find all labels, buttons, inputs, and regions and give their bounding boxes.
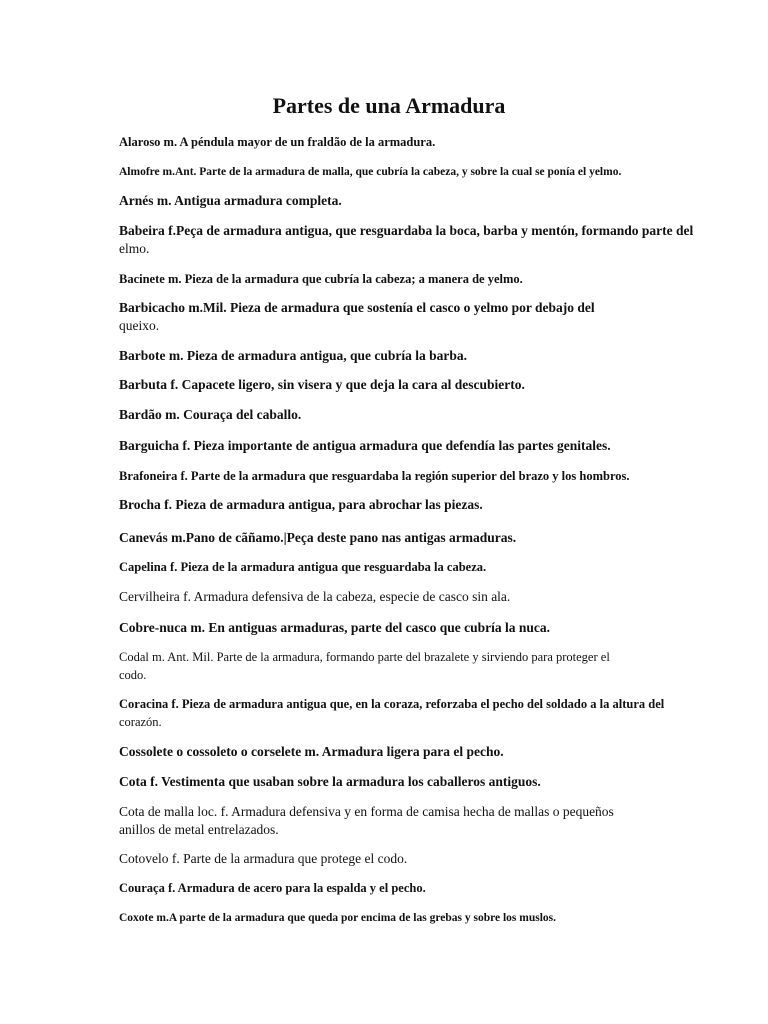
entry-cota-de-malla [119, 803, 614, 839]
entry-bardao [119, 406, 301, 424]
entry-arnes [119, 192, 342, 210]
entry-cobre-nuca [119, 619, 550, 637]
page-title: Partes de una Armadura [272, 93, 506, 118]
entry-brocha [119, 496, 483, 514]
entry-text: Almofre m.Ant. Parte de la armadura de malla, que cubría la cabeza, y sobre la cual se ponía el yelmo. [119, 166, 622, 178]
entry-cota [119, 773, 541, 791]
entry-capelina [119, 558, 486, 576]
entry-text: Alaroso m. A péndula mayor de un fraldão de la armadura. [119, 135, 436, 149]
entry-text: Brocha f. Pieza de armadura antigua, para abrochar las piezas. [119, 497, 483, 512]
entry-cossolete [119, 743, 504, 761]
entry-text: Codal m. Ant. Mil. Parte de la armadura, formando parte del brazalete y sirviendo para proteger el [119, 650, 610, 664]
entry-text-continued: anillos de metal entrelazados. [119, 822, 279, 837]
entry-cotovelo [119, 850, 407, 868]
entry-text: Barbicacho m.Mil. Pieza de armadura que sostenía el casco o yelmo por debajo del [119, 300, 595, 315]
entry-babeira [119, 222, 693, 258]
entry-text: Barguicha f. Pieza importante de antigua armadura que defendía las partes genitales. [119, 438, 611, 453]
entry-text: Cossolete o cossoleto o corselete m. Armadura ligera para el pecho. [119, 744, 504, 759]
entry-text: Bardão m. Couraça del caballo. [119, 407, 302, 422]
entry-text: Coxote m.A parte de la armadura que queda por encima de las grebas y sobre los muslos. [119, 912, 557, 924]
entry-canevas [119, 529, 516, 547]
entry-text: Canevás m.Pano de cãñamo.|Peça deste pano nas antigas armaduras. [119, 530, 517, 545]
entry-barbuta [119, 376, 525, 394]
entry-text: Barbote m. Pieza de armadura antigua, que cubría la barba. [119, 348, 467, 363]
entry-text: Capelina f. Pieza de la armadura antigua que resguardaba la cabeza. [119, 560, 487, 574]
entry-barguicha [119, 437, 611, 455]
entry-codal [119, 648, 610, 684]
entry-coracina [119, 695, 664, 731]
entry-barbote [119, 347, 467, 365]
entry-text-continued: codo. [119, 668, 147, 682]
entry-couraca [119, 879, 426, 897]
entry-text: Arnés m. Antigua armadura completa. [119, 193, 342, 208]
entry-text: Coracina f. Pieza de armadura antigua que, en la coraza, reforzaba el pecho del soldado a la altura del [119, 697, 665, 711]
entry-text: Cota de malla loc. f. Armadura defensiva y en forma de camisa hecha de mallas o pequeños [119, 804, 614, 819]
entry-text: Brafoneira f. Parte de la armadura que resguardaba la región superior del brazo y los hombros. [119, 469, 630, 483]
entry-text-continued: elmo. [119, 241, 150, 256]
entry-bacinete [119, 270, 523, 288]
entry-text: Babeira f.Peça de armadura antigua, que resguardaba la boca, barba y mentón, formando parte del [119, 223, 694, 238]
entry-text: Cotovelo f. Parte de la armadura que protege el codo. [119, 851, 408, 866]
entry-cervilheira [119, 588, 510, 606]
entry-text-continued: queixo. [119, 318, 160, 333]
entry-text: Couraça f. Armadura de acero para la espalda y el pecho. [119, 881, 426, 895]
entry-text-continued: corazón. [119, 715, 162, 729]
entry-text: Cervilheira f. Armadura defensiva de la cabeza, especie de casco sin ala. [119, 589, 511, 604]
entry-coxote [119, 909, 556, 927]
entry-almofre [119, 163, 621, 181]
entry-text: Barbuta f. Capacete ligero, sin visera y que deja la cara al descubierto. [119, 377, 525, 392]
entry-text: Cota f. Vestimenta que usaban sobre la armadura los caballeros antiguos. [119, 774, 541, 789]
entry-text: Bacinete m. Pieza de la armadura que cubría la cabeza; a manera de yelmo. [119, 272, 523, 286]
entry-text: Cobre-nuca m. En antiguas armaduras, parte del casco que cubría la nuca. [119, 620, 551, 635]
entry-barbicacho [119, 299, 595, 335]
entry-alaroso [119, 133, 435, 151]
entry-brafoneira [119, 467, 630, 485]
